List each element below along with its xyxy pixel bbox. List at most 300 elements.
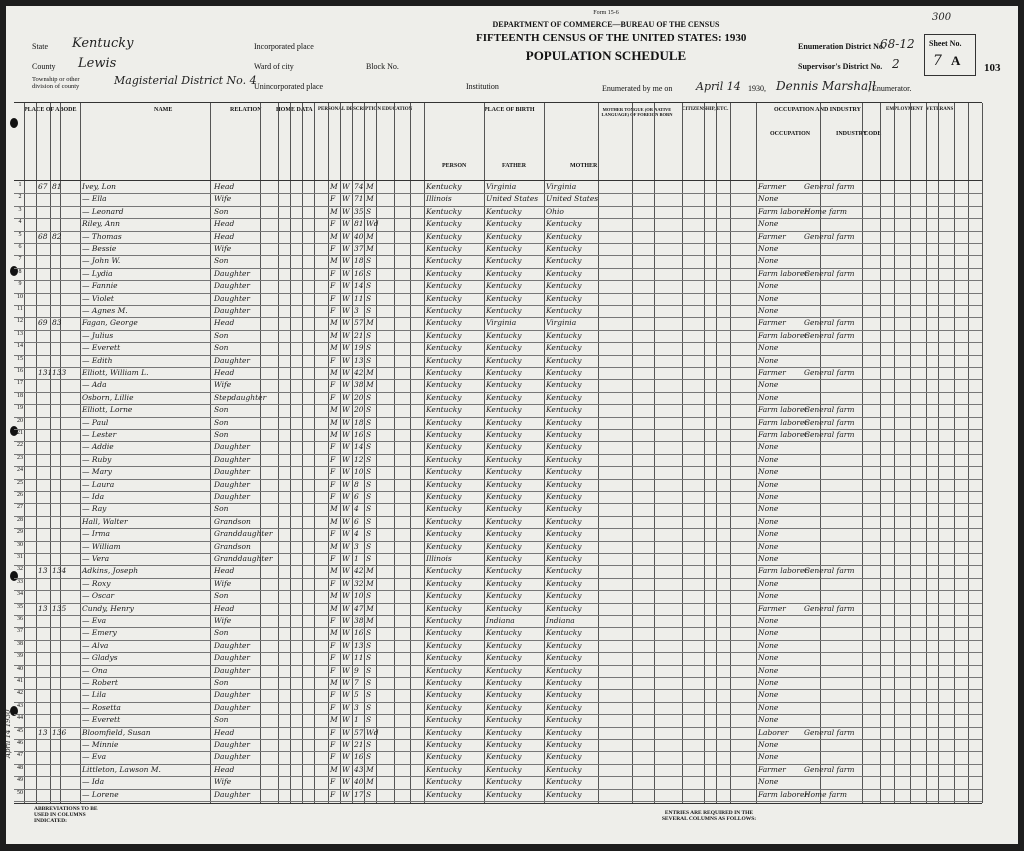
row-number: 3 xyxy=(18,206,22,213)
mother-birthplace: Kentucky xyxy=(546,392,582,402)
relation: Son xyxy=(214,206,229,216)
father-birthplace: Kentucky xyxy=(486,405,522,415)
mother-birthplace: Kentucky xyxy=(546,665,582,675)
color-race: W xyxy=(342,454,350,464)
relation: Wife xyxy=(214,194,232,204)
sex: M xyxy=(330,566,338,576)
occupation: None xyxy=(758,752,779,762)
dwelling-number: 69 xyxy=(38,318,48,328)
father-birthplace: Kentucky xyxy=(486,467,522,477)
row-number: 13 xyxy=(17,330,23,337)
table-row xyxy=(14,243,982,255)
table-row xyxy=(14,330,982,342)
mother-birthplace: Kentucky xyxy=(546,256,582,266)
color-race: W xyxy=(342,194,350,204)
family-number: 81 xyxy=(52,182,62,191)
marital-status: S xyxy=(366,653,372,663)
mother-birthplace: Kentucky xyxy=(546,281,582,291)
row-number: 17 xyxy=(17,380,23,387)
mother-birthplace: Kentucky xyxy=(546,454,582,464)
sex: M xyxy=(330,430,338,439)
census-sheet xyxy=(6,6,1018,844)
relation: Wife xyxy=(214,777,232,787)
mother-birthplace: Kentucky xyxy=(546,405,582,415)
table-row xyxy=(14,640,982,652)
person-name: — Addie xyxy=(82,442,114,452)
age: 40 xyxy=(354,231,364,241)
marital-status: S xyxy=(366,256,372,266)
col-education: EDUCATION xyxy=(382,107,413,112)
marital-status: S xyxy=(366,442,372,452)
mother-birthplace: Kentucky xyxy=(546,541,582,551)
row-number: 34 xyxy=(17,591,23,598)
occupation: None xyxy=(758,293,779,303)
father-birthplace: Kentucky xyxy=(486,330,522,340)
color-race: W xyxy=(342,479,350,489)
sex: F xyxy=(330,467,336,477)
birthplace: Kentucky xyxy=(426,764,462,774)
birthplace: Kentucky xyxy=(426,566,462,576)
family-number: 133 xyxy=(52,368,67,377)
occupation: None xyxy=(758,467,779,477)
mother-birthplace: Kentucky xyxy=(546,702,582,712)
birthplace: Kentucky xyxy=(426,529,462,539)
mother-birthplace: Virginia xyxy=(546,182,577,191)
mother-birthplace: Kentucky xyxy=(546,343,582,353)
occupation: None xyxy=(758,392,779,402)
relation: Daughter xyxy=(214,293,250,303)
table-row xyxy=(14,627,982,639)
marital-status: S xyxy=(366,740,372,749)
family-number: 136 xyxy=(52,727,67,737)
person-name: — Everett xyxy=(82,343,121,353)
age: 4 xyxy=(354,529,359,539)
mother-birthplace: Kentucky xyxy=(546,467,582,477)
sex: F xyxy=(330,752,336,762)
county-label: County xyxy=(32,62,56,71)
row-number: 22 xyxy=(17,442,23,449)
relation: Head xyxy=(214,231,235,241)
mother-birthplace: Kentucky xyxy=(546,504,582,514)
person-name: Osborn, Lillie xyxy=(82,392,134,402)
mother-birthplace: Kentucky xyxy=(546,715,582,725)
age: 57 xyxy=(354,318,364,328)
person-name: — Violet xyxy=(82,293,114,303)
person-name: — Rosetta xyxy=(82,702,121,712)
relation: Daughter xyxy=(214,690,250,700)
row-number: 19 xyxy=(17,405,23,412)
birthplace: Kentucky xyxy=(426,678,462,687)
marital-status: M xyxy=(366,231,374,241)
relation: Son xyxy=(214,405,229,415)
table-row xyxy=(14,342,982,354)
county-value: Lewis xyxy=(78,56,117,71)
sex: M xyxy=(330,715,338,725)
mother-birthplace: Ohio xyxy=(546,206,564,216)
row-number: 33 xyxy=(17,578,23,585)
marital-status: S xyxy=(366,306,372,315)
color-race: W xyxy=(342,554,350,563)
father-birthplace: Kentucky xyxy=(486,715,522,725)
sex: M xyxy=(330,206,338,216)
table-row xyxy=(14,528,982,540)
sex: F xyxy=(330,281,336,291)
person-name: — Gladys xyxy=(82,653,118,663)
sex: F xyxy=(330,306,336,315)
age: 16 xyxy=(354,628,364,638)
table-row xyxy=(14,392,982,404)
marital-status: M xyxy=(366,777,374,787)
marital-status: S xyxy=(366,430,372,439)
mother-birthplace: Kentucky xyxy=(546,752,582,762)
occupation: None xyxy=(758,516,779,526)
sex: M xyxy=(330,231,338,241)
person-name: — Roxy xyxy=(82,578,111,588)
supervisor-value: 2 xyxy=(892,57,900,71)
occupation: None xyxy=(758,578,779,588)
occupation: Farm laborer xyxy=(758,268,809,278)
col-relation: RELATION xyxy=(230,107,262,113)
person-name: — Everett xyxy=(82,715,121,725)
form-number: Form 15-6 xyxy=(593,10,619,16)
birthplace: Kentucky xyxy=(426,479,462,489)
birthplace: Kentucky xyxy=(426,330,462,340)
mother-birthplace: Kentucky xyxy=(546,578,582,588)
person-name: — Fannie xyxy=(82,281,118,291)
township-value: Magisterial District No. 4 xyxy=(114,74,257,87)
age: 14 xyxy=(354,281,364,291)
marital-status: S xyxy=(366,206,372,216)
father-birthplace: Kentucky xyxy=(486,665,522,675)
color-race: W xyxy=(342,417,350,427)
age: 37 xyxy=(354,244,364,253)
sex: M xyxy=(330,603,338,613)
sex: M xyxy=(330,368,338,377)
color-race: W xyxy=(342,516,350,526)
marital-status: S xyxy=(366,752,372,762)
relation: Head xyxy=(214,603,235,613)
grid-row-line xyxy=(14,801,982,802)
mother-birthplace: Kentucky xyxy=(546,740,582,749)
color-race: W xyxy=(342,368,350,377)
relation: Daughter xyxy=(214,467,250,477)
row-number: 48 xyxy=(17,764,23,771)
dwelling-number: 131 xyxy=(38,368,53,377)
color-race: W xyxy=(342,690,350,700)
row-number: 47 xyxy=(17,752,23,759)
row-number: 11 xyxy=(17,306,23,312)
marital-status: M xyxy=(366,368,374,377)
occupation: None xyxy=(758,343,779,353)
row-number: 37 xyxy=(17,628,23,635)
occupation: None xyxy=(758,702,779,712)
sex: M xyxy=(330,591,338,601)
age: 8 xyxy=(354,479,359,489)
mother-birthplace: Kentucky xyxy=(546,554,582,563)
age: 35 xyxy=(354,206,364,216)
marital-status: S xyxy=(366,355,372,365)
color-race: W xyxy=(342,430,350,439)
table-row xyxy=(14,305,982,317)
row-number: 24 xyxy=(17,467,23,474)
person-name: — Ray xyxy=(82,504,107,514)
sex: F xyxy=(330,640,336,650)
schedule-title: POPULATION SCHEDULE xyxy=(525,48,687,63)
row-number: 39 xyxy=(17,653,23,660)
age: 40 xyxy=(354,777,364,787)
sex: F xyxy=(330,653,336,663)
color-race: W xyxy=(342,603,350,613)
age: 19 xyxy=(354,343,364,353)
father-birthplace: Kentucky xyxy=(486,268,522,278)
relation: Son xyxy=(214,715,229,725)
color-race: W xyxy=(342,504,350,514)
enumerator-name: Dennis Marshall xyxy=(776,79,876,93)
color-race: W xyxy=(342,318,350,328)
occupation: None xyxy=(758,355,779,365)
father-birthplace: Kentucky xyxy=(486,504,522,514)
person-name: Elliott, William L. xyxy=(82,368,149,377)
enumerated-year: 1930, xyxy=(748,84,766,93)
mother-birthplace: Kentucky xyxy=(546,789,582,799)
age: 21 xyxy=(354,740,364,749)
occupation: None xyxy=(758,492,779,501)
father-birthplace: Kentucky xyxy=(486,777,522,787)
birthplace: Kentucky xyxy=(426,492,462,501)
unincorporated-label: Unincorporated place xyxy=(254,82,324,91)
mother-birthplace: Kentucky xyxy=(546,442,582,452)
occupation: Farm laborer xyxy=(758,430,809,439)
dwelling-number: 13 xyxy=(38,566,48,576)
person-name: — Ida xyxy=(82,777,105,787)
marital-status: S xyxy=(366,665,372,675)
occupation: None xyxy=(758,628,779,638)
relation: Son xyxy=(214,256,229,266)
birthplace: Kentucky xyxy=(426,616,462,625)
birthplace: Kentucky xyxy=(426,430,462,439)
row-number: 20 xyxy=(17,417,23,424)
table-row xyxy=(14,404,982,416)
father-birthplace: United States xyxy=(486,194,539,204)
birthplace: Kentucky xyxy=(426,231,462,241)
birthplace: Kentucky xyxy=(426,380,462,390)
birthplace: Kentucky xyxy=(426,355,462,365)
relation: Stepdaughter xyxy=(214,392,267,402)
age: 42 xyxy=(354,566,364,576)
color-race: W xyxy=(342,231,350,241)
birthplace: Kentucky xyxy=(426,727,462,737)
age: 20 xyxy=(354,392,364,402)
dwelling-number: 13 xyxy=(38,727,48,737)
occupation: None xyxy=(758,640,779,650)
institution-label: Institution xyxy=(466,82,499,91)
row-number: 8 xyxy=(18,268,22,275)
color-race: W xyxy=(342,740,350,749)
marital-status: M xyxy=(366,578,374,588)
birthplace: Kentucky xyxy=(426,752,462,762)
age: 4 xyxy=(354,504,359,514)
father-birthplace: Kentucky xyxy=(486,281,522,291)
table-row xyxy=(14,565,982,577)
occupation: None xyxy=(758,256,779,266)
relation: Head xyxy=(214,219,235,229)
father-birthplace: Kentucky xyxy=(486,541,522,551)
occupation: None xyxy=(758,678,779,687)
age: 3 xyxy=(354,306,359,315)
marital-status: S xyxy=(366,541,372,551)
table-row xyxy=(14,553,982,565)
table-row xyxy=(14,454,982,466)
birthplace: Kentucky xyxy=(426,504,462,514)
age: 38 xyxy=(354,616,364,625)
sex: F xyxy=(330,454,336,464)
color-race: W xyxy=(342,715,350,725)
marital-status: S xyxy=(366,529,372,539)
marital-status: M xyxy=(366,764,374,774)
row-number: 40 xyxy=(17,665,23,672)
industry: General farm xyxy=(804,182,855,191)
person-name: — Mary xyxy=(82,467,112,477)
person-name: Cundy, Henry xyxy=(82,603,134,613)
sex: F xyxy=(330,268,336,278)
color-race: W xyxy=(342,616,350,625)
dwelling-number: 68 xyxy=(38,231,48,241)
row-number: 14 xyxy=(17,343,23,350)
color-race: W xyxy=(342,566,350,576)
age: 10 xyxy=(354,467,364,477)
color-race: W xyxy=(342,529,350,539)
color-race: W xyxy=(342,343,350,353)
person-name: — John W. xyxy=(82,256,121,266)
grid-column-line xyxy=(982,103,983,803)
industry: General farm xyxy=(804,330,855,340)
marital-status: M xyxy=(366,566,374,576)
father-birthplace: Kentucky xyxy=(486,442,522,452)
marital-status: S xyxy=(366,504,372,514)
mother-birthplace: Kentucky xyxy=(546,591,582,601)
col-mother-tongue: MOTHER TONGUE (OR NATIVE LANGUAGE) OF FOREIGN BORN xyxy=(601,107,673,117)
age: 7 xyxy=(354,678,359,687)
person-name: — Lila xyxy=(82,690,107,700)
dwelling-number: 67 xyxy=(38,182,48,191)
color-race: W xyxy=(342,206,350,216)
father-birthplace: Kentucky xyxy=(486,578,522,588)
person-name: — Laura xyxy=(82,479,115,489)
age: 10 xyxy=(354,591,364,601)
father-birthplace: Kentucky xyxy=(486,752,522,762)
relation: Wife xyxy=(214,244,232,253)
person-name: Fagan, George xyxy=(82,318,138,328)
row-number: 7 xyxy=(18,256,22,263)
marital-status: S xyxy=(366,417,372,427)
birthplace: Illinois xyxy=(426,194,452,204)
marital-status: S xyxy=(366,591,372,601)
table-row xyxy=(14,193,982,205)
occupation: None xyxy=(758,541,779,551)
margin-note: April 14 1930 xyxy=(4,709,12,758)
age: 18 xyxy=(354,256,364,266)
table-row xyxy=(14,367,982,379)
table-row xyxy=(14,503,982,515)
relation: Daughter xyxy=(214,355,250,365)
sex: M xyxy=(330,318,338,328)
col-home-data: HOME DATA xyxy=(276,107,313,113)
department-title: DEPARTMENT OF COMMERCE—BUREAU OF THE CENSUS xyxy=(492,20,720,29)
occupation: None xyxy=(758,380,779,390)
mother-birthplace: Kentucky xyxy=(546,529,582,539)
person-name: — Ella xyxy=(82,194,107,204)
table-row xyxy=(14,206,982,218)
father-birthplace: Kentucky xyxy=(486,343,522,353)
mother-birthplace: Kentucky xyxy=(546,231,582,241)
census-title: FIFTEENTH CENSUS OF THE UNITED STATES: 1930 xyxy=(476,32,747,44)
sex: M xyxy=(330,417,338,427)
table-row xyxy=(14,603,982,615)
sex: M xyxy=(330,405,338,415)
color-race: W xyxy=(342,492,350,501)
row-number: 23 xyxy=(17,454,23,461)
age: 12 xyxy=(354,454,364,464)
family-number: 134 xyxy=(52,566,67,576)
relation: Granddaughter xyxy=(214,554,273,563)
age: 13 xyxy=(354,640,364,650)
row-number: 15 xyxy=(17,355,23,362)
birthplace: Kentucky xyxy=(426,306,462,315)
sex: F xyxy=(330,616,336,625)
sex: F xyxy=(330,244,336,253)
father-birthplace: Virginia xyxy=(486,182,517,191)
occupation: None xyxy=(758,777,779,787)
person-name: — Vera xyxy=(82,554,110,563)
table-row xyxy=(14,491,982,503)
marital-status: S xyxy=(366,492,372,501)
relation: Daughter xyxy=(214,268,250,278)
mother-birthplace: Kentucky xyxy=(546,603,582,613)
sex: F xyxy=(330,727,336,737)
enum-district-value: 68-12 xyxy=(880,37,915,51)
row-number: 42 xyxy=(17,690,23,697)
mother-birthplace: Kentucky xyxy=(546,640,582,650)
table-row xyxy=(14,218,982,230)
table-row xyxy=(14,379,982,391)
sex: M xyxy=(330,764,338,774)
age: 1 xyxy=(354,715,359,725)
birthplace: Kentucky xyxy=(426,268,462,278)
person-name: — Thomas xyxy=(82,231,122,241)
industry: General farm xyxy=(804,368,855,377)
occupation: Farm laborer xyxy=(758,330,809,340)
occupation: None xyxy=(758,529,779,539)
person-name: — Lorene xyxy=(82,789,119,799)
person-name: — Emery xyxy=(82,628,117,638)
father-birthplace: Kentucky xyxy=(486,628,522,638)
color-race: W xyxy=(342,244,350,253)
industry: Home farm xyxy=(804,206,847,216)
relation: Daughter xyxy=(214,454,250,464)
relation: Head xyxy=(214,318,235,328)
father-birthplace: Kentucky xyxy=(486,591,522,601)
marital-status: M xyxy=(366,380,374,390)
mother-birthplace: Kentucky xyxy=(546,417,582,427)
row-number: 16 xyxy=(17,368,23,374)
birthplace: Kentucky xyxy=(426,318,462,328)
birthplace: Kentucky xyxy=(426,541,462,551)
relation: Son xyxy=(214,591,229,601)
birthplace: Kentucky xyxy=(426,256,462,266)
person-name: — Bessie xyxy=(82,244,117,253)
enumerated-date: April 14 xyxy=(696,80,741,93)
row-number: 21 xyxy=(17,430,23,436)
